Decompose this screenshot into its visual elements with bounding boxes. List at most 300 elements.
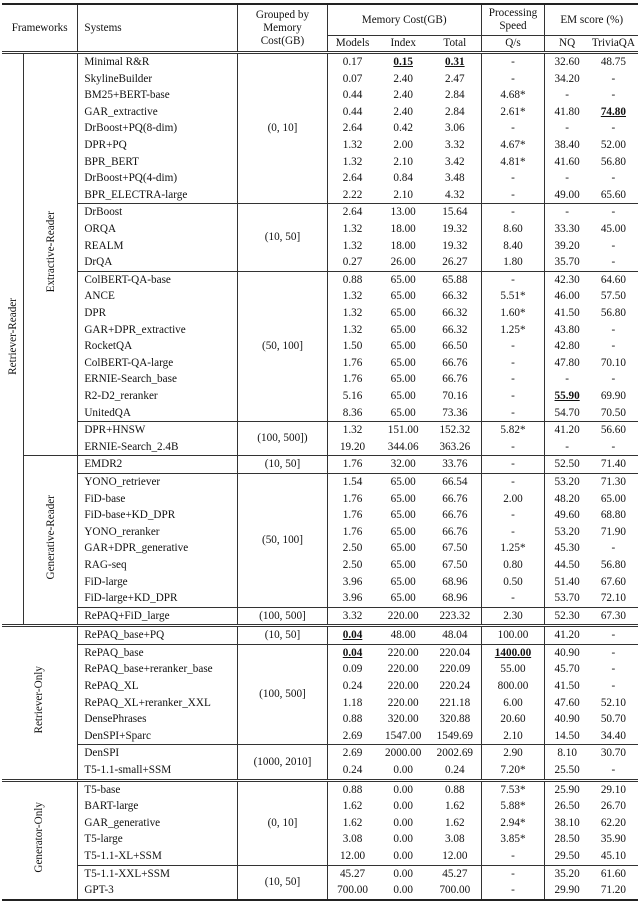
cell-qs	[481, 388, 545, 405]
cell-models	[327, 473, 377, 490]
value: 152.32	[439, 424, 471, 437]
cell-tqa	[589, 404, 638, 421]
table-row	[2, 607, 638, 626]
cell-models	[327, 404, 377, 421]
value: 70.16	[442, 389, 468, 402]
system-name: BART-large	[78, 798, 238, 815]
table-row	[2, 456, 638, 474]
cell-index	[377, 882, 429, 900]
header-memory-cost: Memory Cost(GB)	[327, 4, 481, 36]
value: -	[611, 256, 616, 269]
cell-qs	[481, 170, 545, 187]
system-name: SkylineBuilder	[78, 71, 238, 88]
cell-models	[327, 490, 377, 507]
value: 1.62	[342, 800, 363, 813]
value: 0.50	[503, 575, 523, 588]
value: 1.62	[445, 800, 465, 813]
cell-nq	[545, 404, 589, 421]
value: 56.60	[600, 424, 626, 437]
value: 4.68*	[500, 89, 526, 102]
cell-nq	[545, 626, 589, 645]
system-name: RePAQ_XL+reranker_XXL	[78, 695, 238, 712]
cell-nq	[545, 439, 589, 456]
value: -	[611, 629, 616, 642]
sub-framework-label	[24, 456, 78, 626]
cell-qs	[481, 456, 545, 474]
value: 0.84	[393, 172, 413, 185]
cell-models	[327, 87, 377, 104]
cell-index	[377, 798, 429, 815]
memory-group: (50, 100]	[238, 271, 328, 421]
value: 4.81*	[500, 155, 526, 168]
cell-nq	[545, 573, 589, 590]
value: 12.00	[442, 850, 468, 862]
system-name: FiD-base	[78, 490, 238, 507]
cell-nq	[545, 371, 589, 388]
value: 72.10	[600, 592, 626, 605]
table-row	[2, 204, 638, 221]
value: 0.09	[342, 663, 363, 676]
memory-group: (100, 500]	[238, 644, 328, 745]
value: 0.00	[393, 816, 413, 829]
value: 1.32	[342, 155, 363, 168]
cell-qs	[481, 728, 545, 745]
cell-nq	[545, 187, 589, 204]
cell-tqa	[589, 762, 638, 780]
system-name: RePAQ+FiD_large	[78, 607, 238, 626]
cell-qs	[481, 254, 545, 271]
cell-tqa	[589, 540, 638, 557]
value: 0.00	[393, 850, 413, 862]
cell-total	[429, 644, 481, 661]
value: 29.90	[554, 884, 580, 897]
value: 48.04	[442, 629, 468, 642]
header-em-score: EM score (%)	[545, 4, 638, 36]
header-triviaqa: TriviaQA	[591, 37, 635, 49]
system-name: GAR_extractive	[78, 104, 238, 121]
cell-total	[429, 322, 481, 339]
value: 0.44	[342, 89, 363, 102]
value: -	[611, 206, 616, 219]
cell-index	[377, 305, 429, 322]
value: 49.00	[554, 188, 580, 201]
value: 18.00	[390, 239, 416, 252]
value: 0.00	[393, 764, 413, 777]
cell-tqa	[589, 848, 638, 865]
cell-qs	[481, 120, 545, 137]
value: 700.00	[337, 884, 368, 897]
value: 41.80	[554, 105, 580, 118]
system-name: DrQA	[78, 254, 238, 271]
value: 68.80	[600, 509, 626, 522]
system-name: EMDR2	[78, 456, 238, 474]
value: 74.80	[600, 105, 626, 118]
system-name: FiD-base+KD_DPR	[78, 507, 238, 524]
value: 1.76	[342, 458, 363, 471]
cell-nq	[545, 254, 589, 271]
value: 70.10	[600, 356, 626, 369]
cell-total	[429, 865, 481, 882]
value: 2.22	[342, 188, 363, 201]
value: 2002.69	[436, 747, 473, 760]
value: 8.10	[557, 747, 577, 760]
cell-total	[429, 170, 481, 187]
value: 15.64	[442, 206, 468, 219]
value: -	[611, 646, 616, 659]
value: -	[511, 56, 515, 69]
cell-qs	[481, 780, 545, 798]
cell-total	[429, 371, 481, 388]
cell-models	[327, 187, 377, 204]
value: 65.88	[442, 273, 468, 286]
cell-index	[377, 557, 429, 574]
cell-qs	[481, 221, 545, 238]
cell-models	[327, 137, 377, 154]
cell-qs	[481, 271, 545, 288]
system-name: DrBoost+PQ(8-dim)	[78, 120, 238, 137]
value: 363.26	[439, 440, 471, 453]
value: 7.20*	[500, 764, 526, 777]
value: 0.00	[393, 833, 413, 846]
cell-tqa	[589, 87, 638, 104]
value: -	[511, 206, 515, 219]
value: 66.76	[442, 509, 468, 522]
cell-index	[377, 745, 429, 762]
cell-index	[377, 288, 429, 305]
cell-models	[327, 865, 377, 882]
value: 12.00	[339, 850, 366, 862]
cell-index	[377, 626, 429, 645]
cell-qs	[481, 288, 545, 305]
cell-models	[327, 607, 377, 626]
value: 66.76	[442, 373, 468, 386]
value: 0.31	[445, 56, 465, 69]
value: 26.50	[554, 800, 580, 813]
value: 70.50	[600, 406, 626, 419]
cell-tqa	[589, 238, 638, 255]
header-total: Total	[429, 36, 481, 53]
cell-models	[327, 388, 377, 405]
value: 1.76	[342, 356, 363, 369]
cell-tqa	[589, 644, 638, 661]
value: 65.00	[390, 575, 416, 588]
value: 53.70	[554, 592, 580, 605]
cell-total	[429, 120, 481, 137]
cell-models	[327, 626, 377, 645]
cell-index	[377, 404, 429, 421]
cell-total	[429, 71, 481, 88]
cell-models	[327, 831, 377, 848]
cell-qs	[481, 439, 545, 456]
value: -	[511, 356, 515, 369]
value: 2.64	[342, 122, 363, 135]
system-name: DenSPI+Sparc	[78, 728, 238, 745]
value: 35.90	[600, 833, 626, 846]
value: 56.80	[600, 558, 626, 571]
value: 61.60	[600, 867, 626, 880]
header-qs: Q/s	[481, 36, 545, 53]
value: 1.80	[503, 256, 523, 269]
system-name: DenSPI	[78, 745, 238, 762]
cell-nq	[545, 490, 589, 507]
value: 66.76	[442, 356, 468, 369]
cell-tqa	[589, 798, 638, 815]
cell-nq	[545, 831, 589, 848]
cell-index	[377, 456, 429, 474]
cell-qs	[481, 573, 545, 590]
value: -	[511, 850, 515, 862]
cell-nq	[545, 473, 589, 490]
value: 2.69	[342, 747, 363, 760]
value: 44.50	[554, 558, 580, 571]
value: 0.00	[393, 783, 413, 796]
value: 5.82*	[500, 424, 526, 437]
value: -	[511, 340, 515, 353]
cell-index	[377, 87, 429, 104]
cell-models	[327, 848, 377, 865]
cell-qs	[481, 355, 545, 372]
system-name: GAR+DPR_extractive	[78, 322, 238, 339]
value: 1.32	[342, 239, 363, 252]
value: 0.15	[393, 56, 413, 69]
cell-nq	[545, 590, 589, 607]
value: -	[611, 122, 616, 135]
value: 220.00	[387, 663, 419, 676]
system-name: UnitedQA	[78, 404, 238, 421]
value: 34.40	[600, 729, 626, 742]
table-row	[2, 644, 638, 661]
cell-index	[377, 728, 429, 745]
memory-group: (10, 50]	[238, 456, 328, 474]
cell-total	[429, 626, 481, 645]
value: 29.50	[554, 850, 580, 862]
value: 48.00	[390, 629, 416, 642]
cell-index	[377, 815, 429, 832]
value: 43.80	[554, 323, 580, 336]
value: 0.24	[342, 764, 363, 777]
value: 67.60	[600, 575, 626, 588]
cell-models	[327, 524, 377, 541]
system-name: GPT-3	[78, 882, 238, 900]
cell-tqa	[589, 271, 638, 288]
cell-total	[429, 590, 481, 607]
value: 68.96	[442, 575, 468, 588]
value: 1547.00	[385, 729, 422, 742]
system-name: DrBoost	[78, 204, 238, 221]
system-name: RePAQ_XL	[78, 678, 238, 695]
value: 220.00	[387, 609, 419, 622]
cell-total	[429, 524, 481, 541]
sub-framework-label	[24, 53, 78, 456]
value: 220.00	[387, 680, 419, 693]
cell-nq	[545, 780, 589, 798]
cell-nq	[545, 120, 589, 137]
system-name: DensePhrases	[78, 711, 238, 728]
value: 2.84	[445, 89, 465, 102]
cell-qs	[481, 204, 545, 221]
value: 19.20	[339, 440, 366, 453]
system-name: ColBERT-QA-large	[78, 355, 238, 372]
value: 5.51*	[500, 290, 526, 303]
value: 1.62	[342, 816, 363, 829]
cell-total	[429, 439, 481, 456]
cell-models	[327, 422, 377, 439]
system-name: T5-1.1-small+SSM	[78, 762, 238, 780]
memory-group: (100, 500]	[238, 607, 328, 626]
value: 35.20	[554, 867, 580, 880]
value: 26.70	[600, 800, 626, 813]
value: 2.30	[503, 609, 523, 622]
cell-qs	[481, 865, 545, 882]
value: 51.40	[554, 575, 580, 588]
cell-tqa	[589, 204, 638, 221]
cell-total	[429, 798, 481, 815]
cell-nq	[545, 540, 589, 557]
value: 344.06	[387, 440, 419, 453]
cell-index	[377, 71, 429, 88]
cell-qs	[481, 626, 545, 645]
value: -	[511, 172, 515, 185]
value: -	[611, 323, 616, 336]
cell-qs	[481, 848, 545, 865]
value: 66.54	[442, 475, 468, 488]
value: 65.00	[390, 323, 416, 336]
value: -	[511, 122, 515, 135]
value: 3.32	[342, 609, 363, 622]
value: 2.64	[342, 206, 363, 219]
memory-group: (10, 50]	[238, 865, 328, 900]
value: 73.36	[442, 406, 468, 419]
cell-nq	[545, 607, 589, 626]
cell-qs	[481, 762, 545, 780]
cell-tqa	[589, 711, 638, 728]
cell-total	[429, 271, 481, 288]
value: 220.04	[439, 646, 471, 659]
cell-tqa	[589, 338, 638, 355]
cell-total	[429, 607, 481, 626]
value: 13.00	[390, 206, 416, 219]
cell-total	[429, 573, 481, 590]
value: 0.07	[342, 72, 363, 85]
value: 65.00	[390, 356, 416, 369]
value: -	[611, 373, 616, 386]
cell-models	[327, 815, 377, 832]
cell-nq	[545, 815, 589, 832]
value: -	[611, 340, 616, 353]
cell-nq	[545, 355, 589, 372]
value: 45.70	[554, 663, 580, 676]
value: 45.27	[442, 867, 468, 880]
cell-qs	[481, 540, 545, 557]
cell-tqa	[589, 507, 638, 524]
cell-total	[429, 780, 481, 798]
cell-nq	[545, 728, 589, 745]
cell-nq	[545, 711, 589, 728]
value: 2.69	[342, 729, 363, 742]
value: 52.30	[554, 609, 580, 622]
value: 19.32	[442, 223, 468, 236]
cell-index	[377, 644, 429, 661]
cell-tqa	[589, 120, 638, 137]
header-systems: Systems	[78, 4, 238, 53]
header-frameworks: Frameworks	[2, 4, 78, 53]
cell-models	[327, 355, 377, 372]
system-name: BPR_BERT	[78, 154, 238, 171]
value: 67.50	[442, 558, 468, 571]
value: -	[511, 509, 515, 522]
value: 3.96	[342, 592, 363, 605]
cell-total	[429, 745, 481, 762]
cell-tqa	[589, 661, 638, 678]
cell-index	[377, 540, 429, 557]
value: 66.32	[442, 323, 468, 336]
value: -	[511, 188, 515, 201]
cell-tqa	[589, 322, 638, 339]
cell-models	[327, 154, 377, 171]
cell-models	[327, 170, 377, 187]
cell-models	[327, 557, 377, 574]
cell-nq	[545, 204, 589, 221]
value: 0.00	[393, 800, 413, 813]
value: -	[611, 542, 616, 555]
value: 33.30	[554, 223, 580, 236]
value: 47.60	[554, 696, 580, 709]
value: 42.80	[554, 340, 580, 353]
cell-tqa	[589, 254, 638, 271]
value: 34.20	[554, 72, 580, 85]
table-row	[2, 865, 638, 882]
cell-qs	[481, 338, 545, 355]
cell-tqa	[589, 371, 638, 388]
system-name: GAR_generative	[78, 815, 238, 832]
cell-index	[377, 238, 429, 255]
value: 1.62	[445, 816, 465, 829]
cell-total	[429, 695, 481, 712]
value: 52.50	[554, 458, 580, 471]
value: 66.32	[442, 290, 468, 303]
value: 65.00	[390, 389, 416, 402]
cell-index	[377, 848, 429, 865]
table-row	[2, 271, 638, 288]
framework-label	[2, 626, 78, 780]
cell-qs	[481, 87, 545, 104]
cell-index	[377, 53, 429, 71]
value: -	[511, 867, 515, 880]
value: 2.00	[393, 139, 413, 152]
cell-total	[429, 540, 481, 557]
cell-total	[429, 728, 481, 745]
value: 40.90	[554, 646, 580, 659]
cell-models	[327, 456, 377, 474]
cell-total	[429, 678, 481, 695]
value: 42.30	[554, 273, 580, 286]
value: 49.60	[554, 509, 580, 522]
cell-tqa	[589, 882, 638, 900]
cell-models	[327, 780, 377, 798]
cell-models	[327, 71, 377, 88]
value: 65.00	[390, 273, 416, 286]
table-row	[2, 473, 638, 490]
cell-models	[327, 678, 377, 695]
cell-total	[429, 507, 481, 524]
system-name: T5-1.1-XXL+SSM	[78, 865, 238, 882]
value: 69.90	[600, 389, 626, 402]
cell-tqa	[589, 626, 638, 645]
cell-qs	[481, 590, 545, 607]
value: 220.09	[439, 663, 471, 676]
cell-index	[377, 607, 429, 626]
value: 2.40	[393, 89, 413, 102]
